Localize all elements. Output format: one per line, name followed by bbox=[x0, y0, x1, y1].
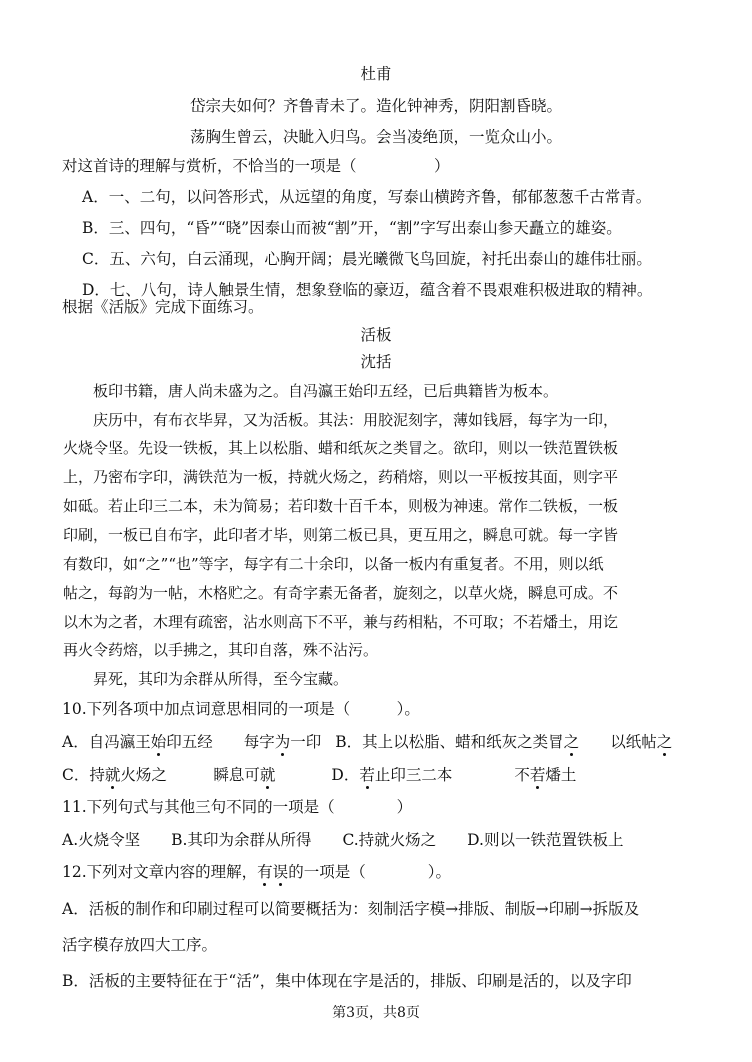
essay-title: 活板 bbox=[360, 326, 392, 344]
reading-intro: 根据《活版》完成下面练习。 bbox=[62, 298, 264, 316]
poem-author: 杜甫 bbox=[360, 65, 392, 83]
essay-line: 板印书籍，唐人尚未盛为之。自冯瀛王始印五经，已后典籍皆为板本。 bbox=[93, 382, 559, 400]
essay-line: 火烧令坚。先设一铁板，其上以松脂、蜡和纸灰之类冒之。欲印，则以一铁范置铁板 bbox=[63, 439, 619, 457]
poem-line-2: 荡胸生曾云，决眦入归鸟。会当凌绝顶，一览众山小。 bbox=[189, 128, 562, 146]
essay-line: 庆历中，有布衣毕昇，又为活板。其法：用胶泥刻字，薄如钱唇，每字为一印， bbox=[93, 411, 619, 429]
essay-line: 有数印，如“之”“也”等字，每字有二十余印，以备一板内有重复者。不用，则以纸 bbox=[63, 555, 604, 573]
question-poem-option-a: A．一、二句，以问答形式，从远望的角度，写泰山横跨齐鲁，郁郁葱葱千古常青。 bbox=[82, 188, 652, 206]
question-12-stem: 12.下列对文章内容的理解，有误的一项是（ ）。 bbox=[62, 863, 451, 881]
question-poem-option-b: B．三、四句，“昏”“晓”因泰山而被“割”开，“割”字写出泰山参天矗立的雄姿。 bbox=[82, 219, 622, 237]
essay-line: 再火令药熔，以手拂之，其印自落，殊不沾污。 bbox=[63, 641, 379, 659]
question-12-option-b-line-1: B．活板的主要特征在于“活”，集中体现在字是活的，排版、印刷是活的，以及字印 bbox=[62, 972, 632, 990]
poem-line-1: 岱宗夫如何？齐鲁青未了。造化钟神秀，阴阳割昏晓。 bbox=[189, 97, 562, 115]
essay-author: 沈括 bbox=[360, 353, 392, 371]
question-10-stem: 10.下列各项中加点词意思相同的一项是（ ）。 bbox=[62, 700, 420, 718]
question-12-option-a-line-1: A．活板的制作和印刷过程可以简要概括为：刻制活字模→排版、制版→印刷→拆版及 bbox=[62, 900, 640, 918]
question-10-row-ab: A．自冯瀛王始印五经 每字为一印 B．其上以松脂、蜡和纸灰之类冒之 以纸帖之 bbox=[62, 733, 673, 751]
question-poem-option-c: C．五、六句，白云涌现，心胸开阔；晨光曦微飞鸟回旋，衬托出泰山的雄伟壮丽。 bbox=[82, 250, 652, 268]
essay-line: 如砥。若止印三二本，未为简易；若印数十百千本，则极为神速。常作二铁板，一板 bbox=[63, 497, 619, 515]
question-poem-option-d: D．七、八句，诗人触景生情，想象登临的豪迈，蕴含着不畏艰难积极进取的精神。 bbox=[82, 281, 653, 299]
essay-line: 以木为之者，木理有疏密，沾水则高下不平，兼与药相粘，不可取；不若燔土，用讫 bbox=[63, 613, 619, 631]
essay-line: 上，乃密布字印，满铁范为一板，持就火炀之，药稍熔，则以一平板按其面，则字平 bbox=[63, 468, 619, 486]
question-10-row-cd: C．持就火炀之 瞬息可就 D．若止印三二本 不若燔土 bbox=[62, 766, 577, 784]
essay-line: 印刷，一板已自布字，此印者才毕，则第二板已具，更互用之，瞬息可就。每一字皆 bbox=[63, 526, 619, 544]
question-11-options: A.火烧令坚 B.其印为余群从所得 C.持就火炀之 D.则以一铁范置铁板上 bbox=[62, 831, 624, 849]
question-11-stem: 11.下列句式与其他三句不同的一项是（ ） bbox=[62, 798, 413, 816]
question-poem-stem: 对这首诗的理解与赏析，不恰当的一项是（ ） bbox=[62, 157, 450, 175]
page-footer: 第3页，共8页 bbox=[332, 1005, 420, 1021]
essay-line: 昇死，其印为余群从所得，至今宝藏。 bbox=[93, 670, 349, 688]
question-12-option-a-line-2: 活字模存放四大工序。 bbox=[62, 936, 218, 954]
essay-line: 帖之，每韵为一帖，木格贮之。有奇字素无备者，旋刻之，以草火烧，瞬息可成。不 bbox=[63, 584, 619, 602]
